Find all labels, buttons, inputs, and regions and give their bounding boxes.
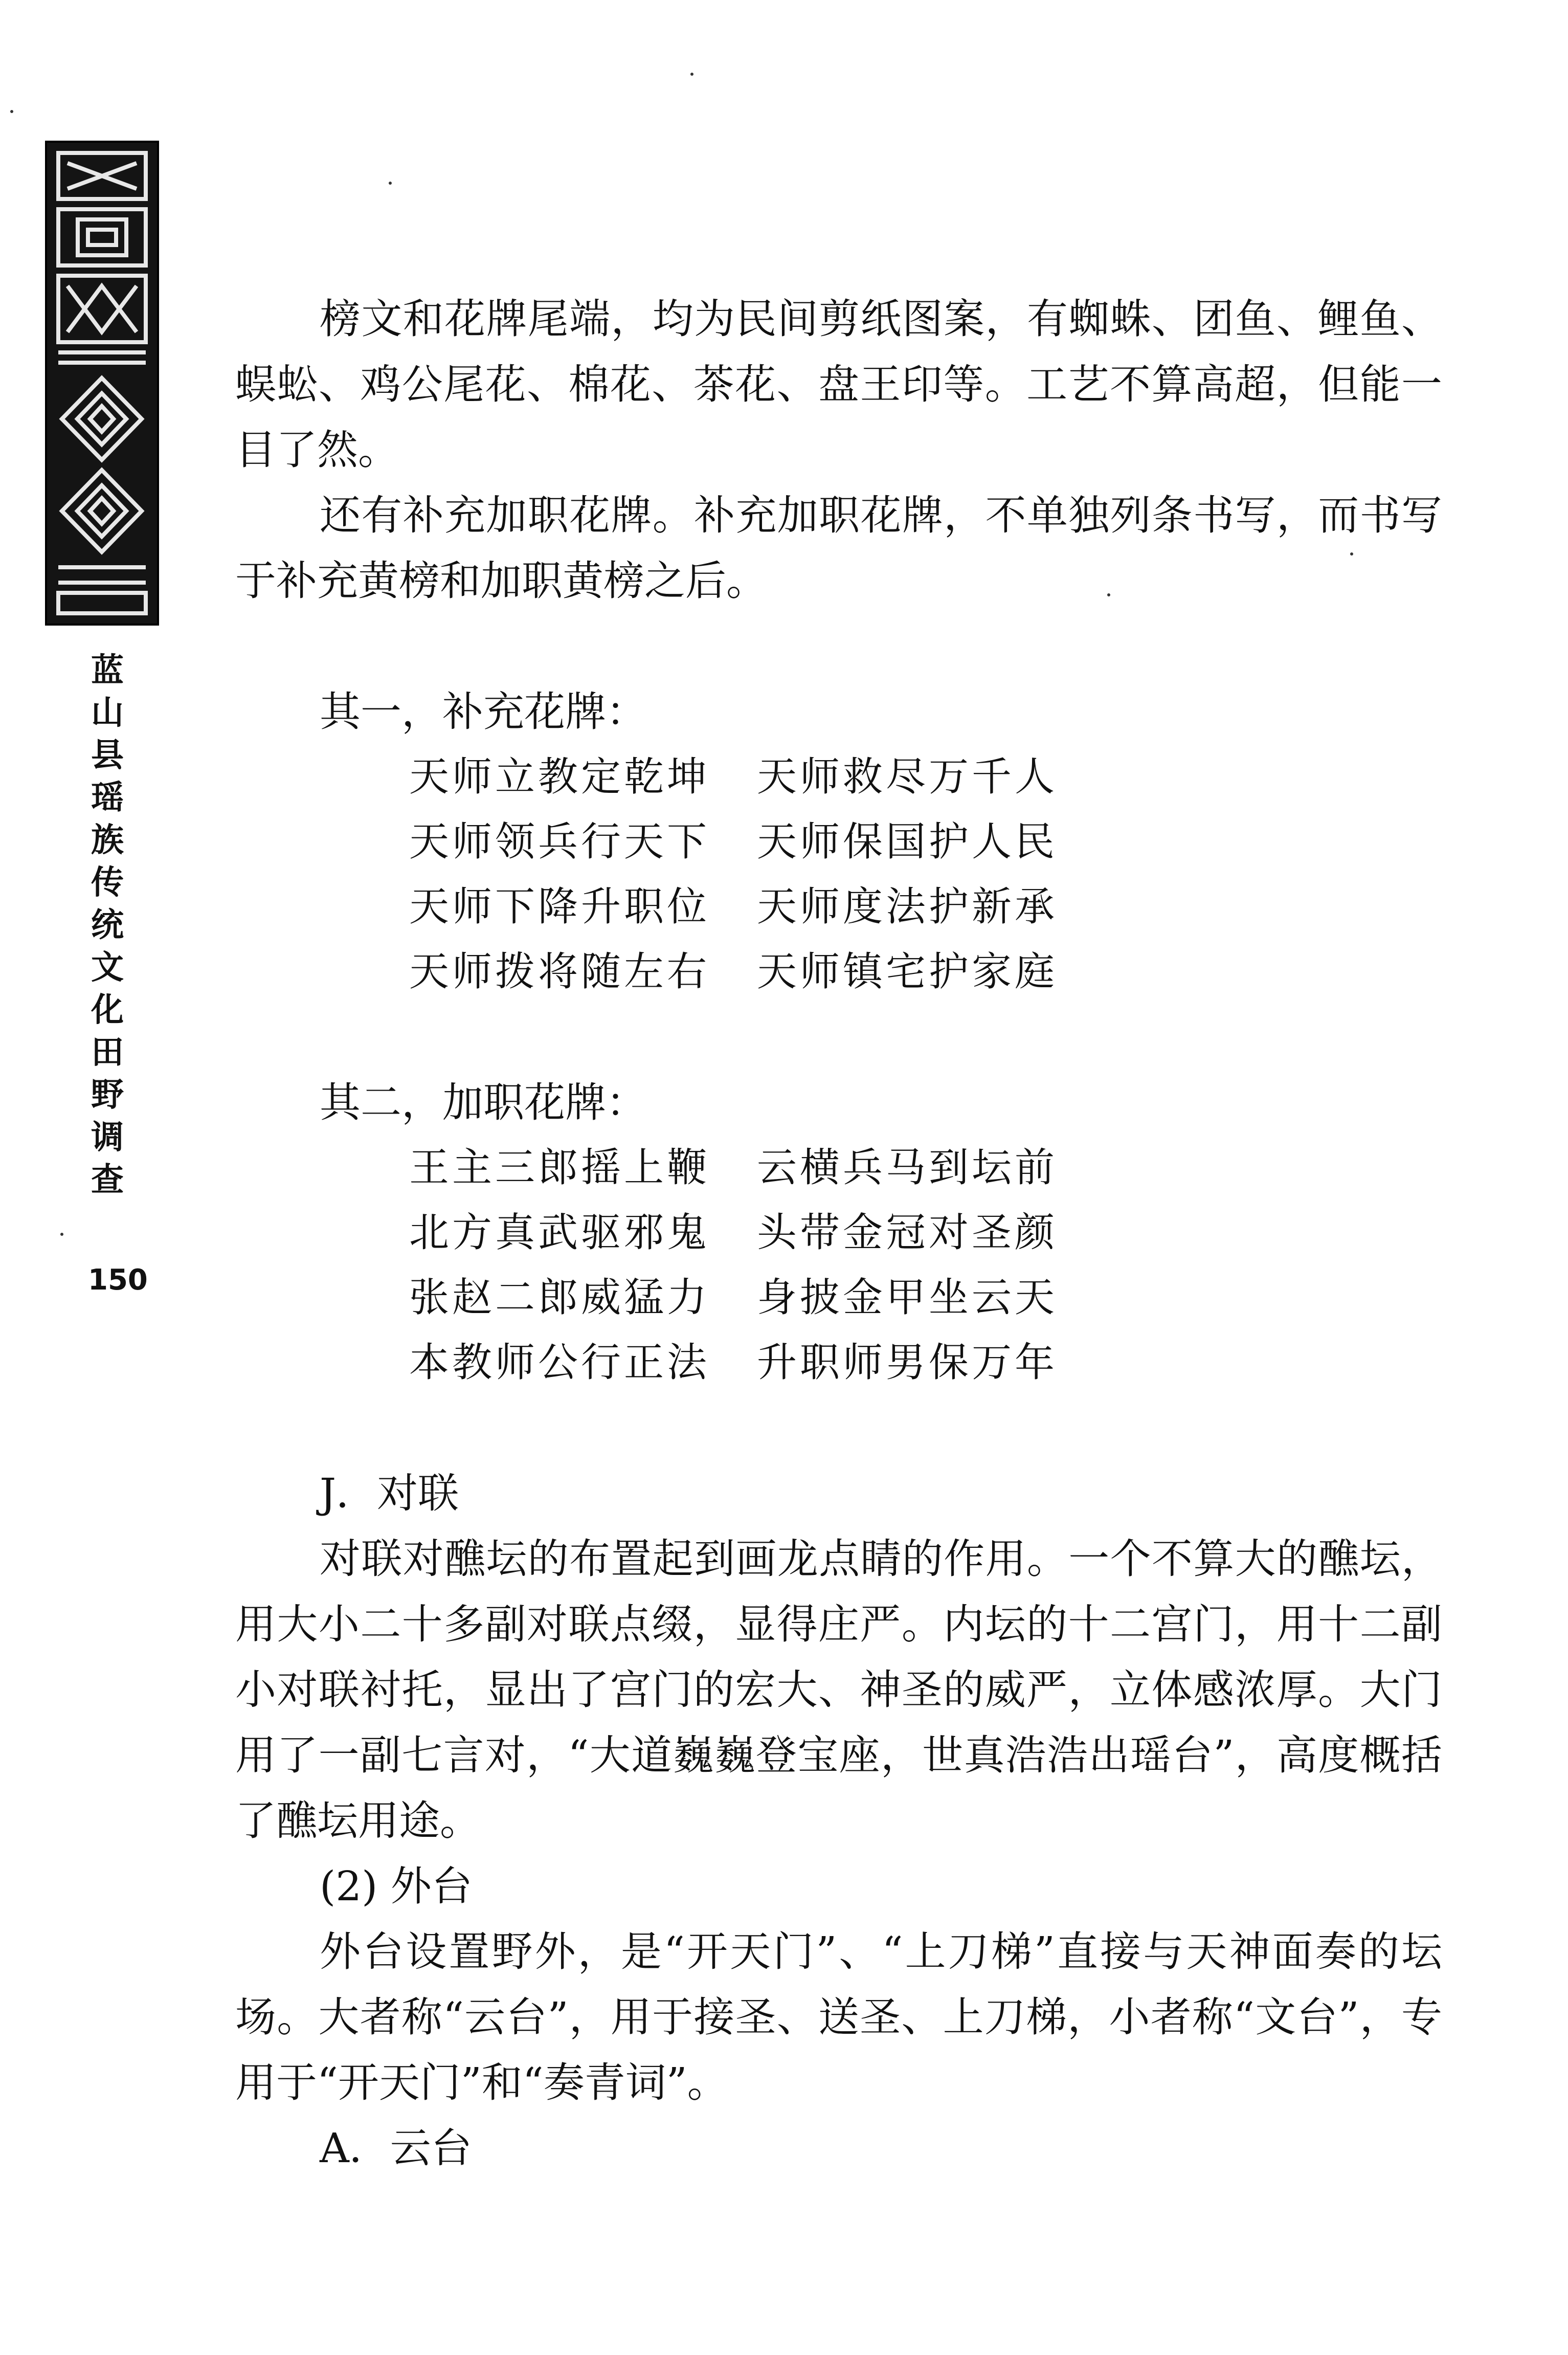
heading-2: (2) 外台 xyxy=(320,1862,473,1910)
verse-row xyxy=(409,810,1442,875)
verse-left: 张赵二郎威猛力 xyxy=(409,1275,710,1321)
paragraph-4: 外台设置野外，是“开天门”、“上刀梯”直接与天神面奏的坛场。大者称“云台”，用于接圣、送圣、上刀梯，小者称“文台”，专用于“开天门”和“奏青词”。 xyxy=(235,1928,1442,2106)
title-char: 查 xyxy=(91,1161,124,1199)
verse-row xyxy=(409,745,1442,810)
ornament-pattern-icon xyxy=(47,143,157,624)
verse-row xyxy=(409,1265,1442,1330)
title-char: 蓝 xyxy=(91,652,124,690)
title-char: 传 xyxy=(91,864,124,902)
title-char: 野 xyxy=(91,1076,124,1114)
verse-left: 北方真武驱邪鬼 xyxy=(409,1210,710,1256)
verse-left: 天师下降升职位 xyxy=(409,884,710,930)
section-2-verses xyxy=(235,1136,1442,1395)
section-1-title: 其一，补充花牌： xyxy=(320,688,647,736)
title-char: 文 xyxy=(91,949,124,987)
verse-row xyxy=(409,1330,1442,1395)
paragraph-1: 榜文和花牌尾端，均为民间剪纸图案，有蜘蛛、团鱼、鲤鱼、蜈蚣、鸡公尾花、棉花、茶花、盘王印等。工艺不算高超，但能一目了然。 xyxy=(235,295,1442,474)
section-2-title: 其二，加职花牌： xyxy=(320,1079,647,1126)
page-number: 150 xyxy=(88,1263,148,1297)
title-char: 族 xyxy=(91,821,124,859)
title-char: 瑶 xyxy=(91,779,124,817)
verse-left: 天师立教定乾坤 xyxy=(409,754,710,800)
verse-right: 天师度法护新承 xyxy=(757,884,1058,930)
decorative-band xyxy=(45,141,159,626)
verse-left: 天师领兵行天下 xyxy=(409,819,710,865)
series-title-vertical xyxy=(82,650,133,1202)
verse-right: 头带金冠对圣颜 xyxy=(757,1210,1058,1256)
section-1-verses xyxy=(235,745,1442,1005)
scan-speck xyxy=(10,110,13,113)
verse-right: 天师保国护人民 xyxy=(757,819,1058,865)
paragraph-3: 对联对醮坛的布置起到画龙点睛的作用。一个不算大的醮坛，用大小二十多副对联点缀，显得庄严。内坛的十二宫门，用十二副小对联衬托，显出了宫门的宏大、神圣的威严，立体感浓厚。大门用了一副七言对，“大道巍巍登宝座，世真浩浩出瑶台”，高度概括了醮坛用途。 xyxy=(235,1535,1442,1845)
title-char: 调 xyxy=(91,1119,124,1157)
verse-right: 天师救尽万千人 xyxy=(757,754,1058,800)
title-char: 县 xyxy=(91,737,124,774)
verse-right: 身披金甲坐云天 xyxy=(757,1275,1058,1321)
verse-left: 本教师公行正法 xyxy=(409,1340,710,1386)
body-text xyxy=(235,286,1442,2181)
verse-left: 王主三郎摇上鞭 xyxy=(409,1145,710,1191)
heading-a: A．云台 xyxy=(320,2124,472,2172)
verse-right: 升职师男保万年 xyxy=(757,1340,1058,1386)
paragraph-2: 还有补充加职花牌。补充加职花牌，不单独列条书写，而书写于补充黄榜和加职黄榜之后。 xyxy=(235,492,1442,605)
heading-j: J．对联 xyxy=(320,1470,459,1517)
scan-speck xyxy=(1107,593,1110,596)
verse-row xyxy=(409,875,1442,940)
title-char: 化 xyxy=(91,991,124,1029)
scan-speck xyxy=(1350,552,1353,556)
scan-speck xyxy=(60,1233,63,1236)
scan-speck xyxy=(690,73,693,76)
verse-left: 天师拨将随左右 xyxy=(409,949,710,995)
verse-row xyxy=(409,940,1442,1005)
verse-row xyxy=(409,1136,1442,1201)
scan-speck xyxy=(389,182,392,185)
verse-right: 云横兵马到坛前 xyxy=(757,1145,1058,1191)
verse-row xyxy=(409,1201,1442,1265)
title-char: 统 xyxy=(91,906,124,944)
title-char: 田 xyxy=(91,1034,124,1072)
title-char: 山 xyxy=(91,694,124,732)
verse-right: 天师镇宅护家庭 xyxy=(757,949,1058,995)
